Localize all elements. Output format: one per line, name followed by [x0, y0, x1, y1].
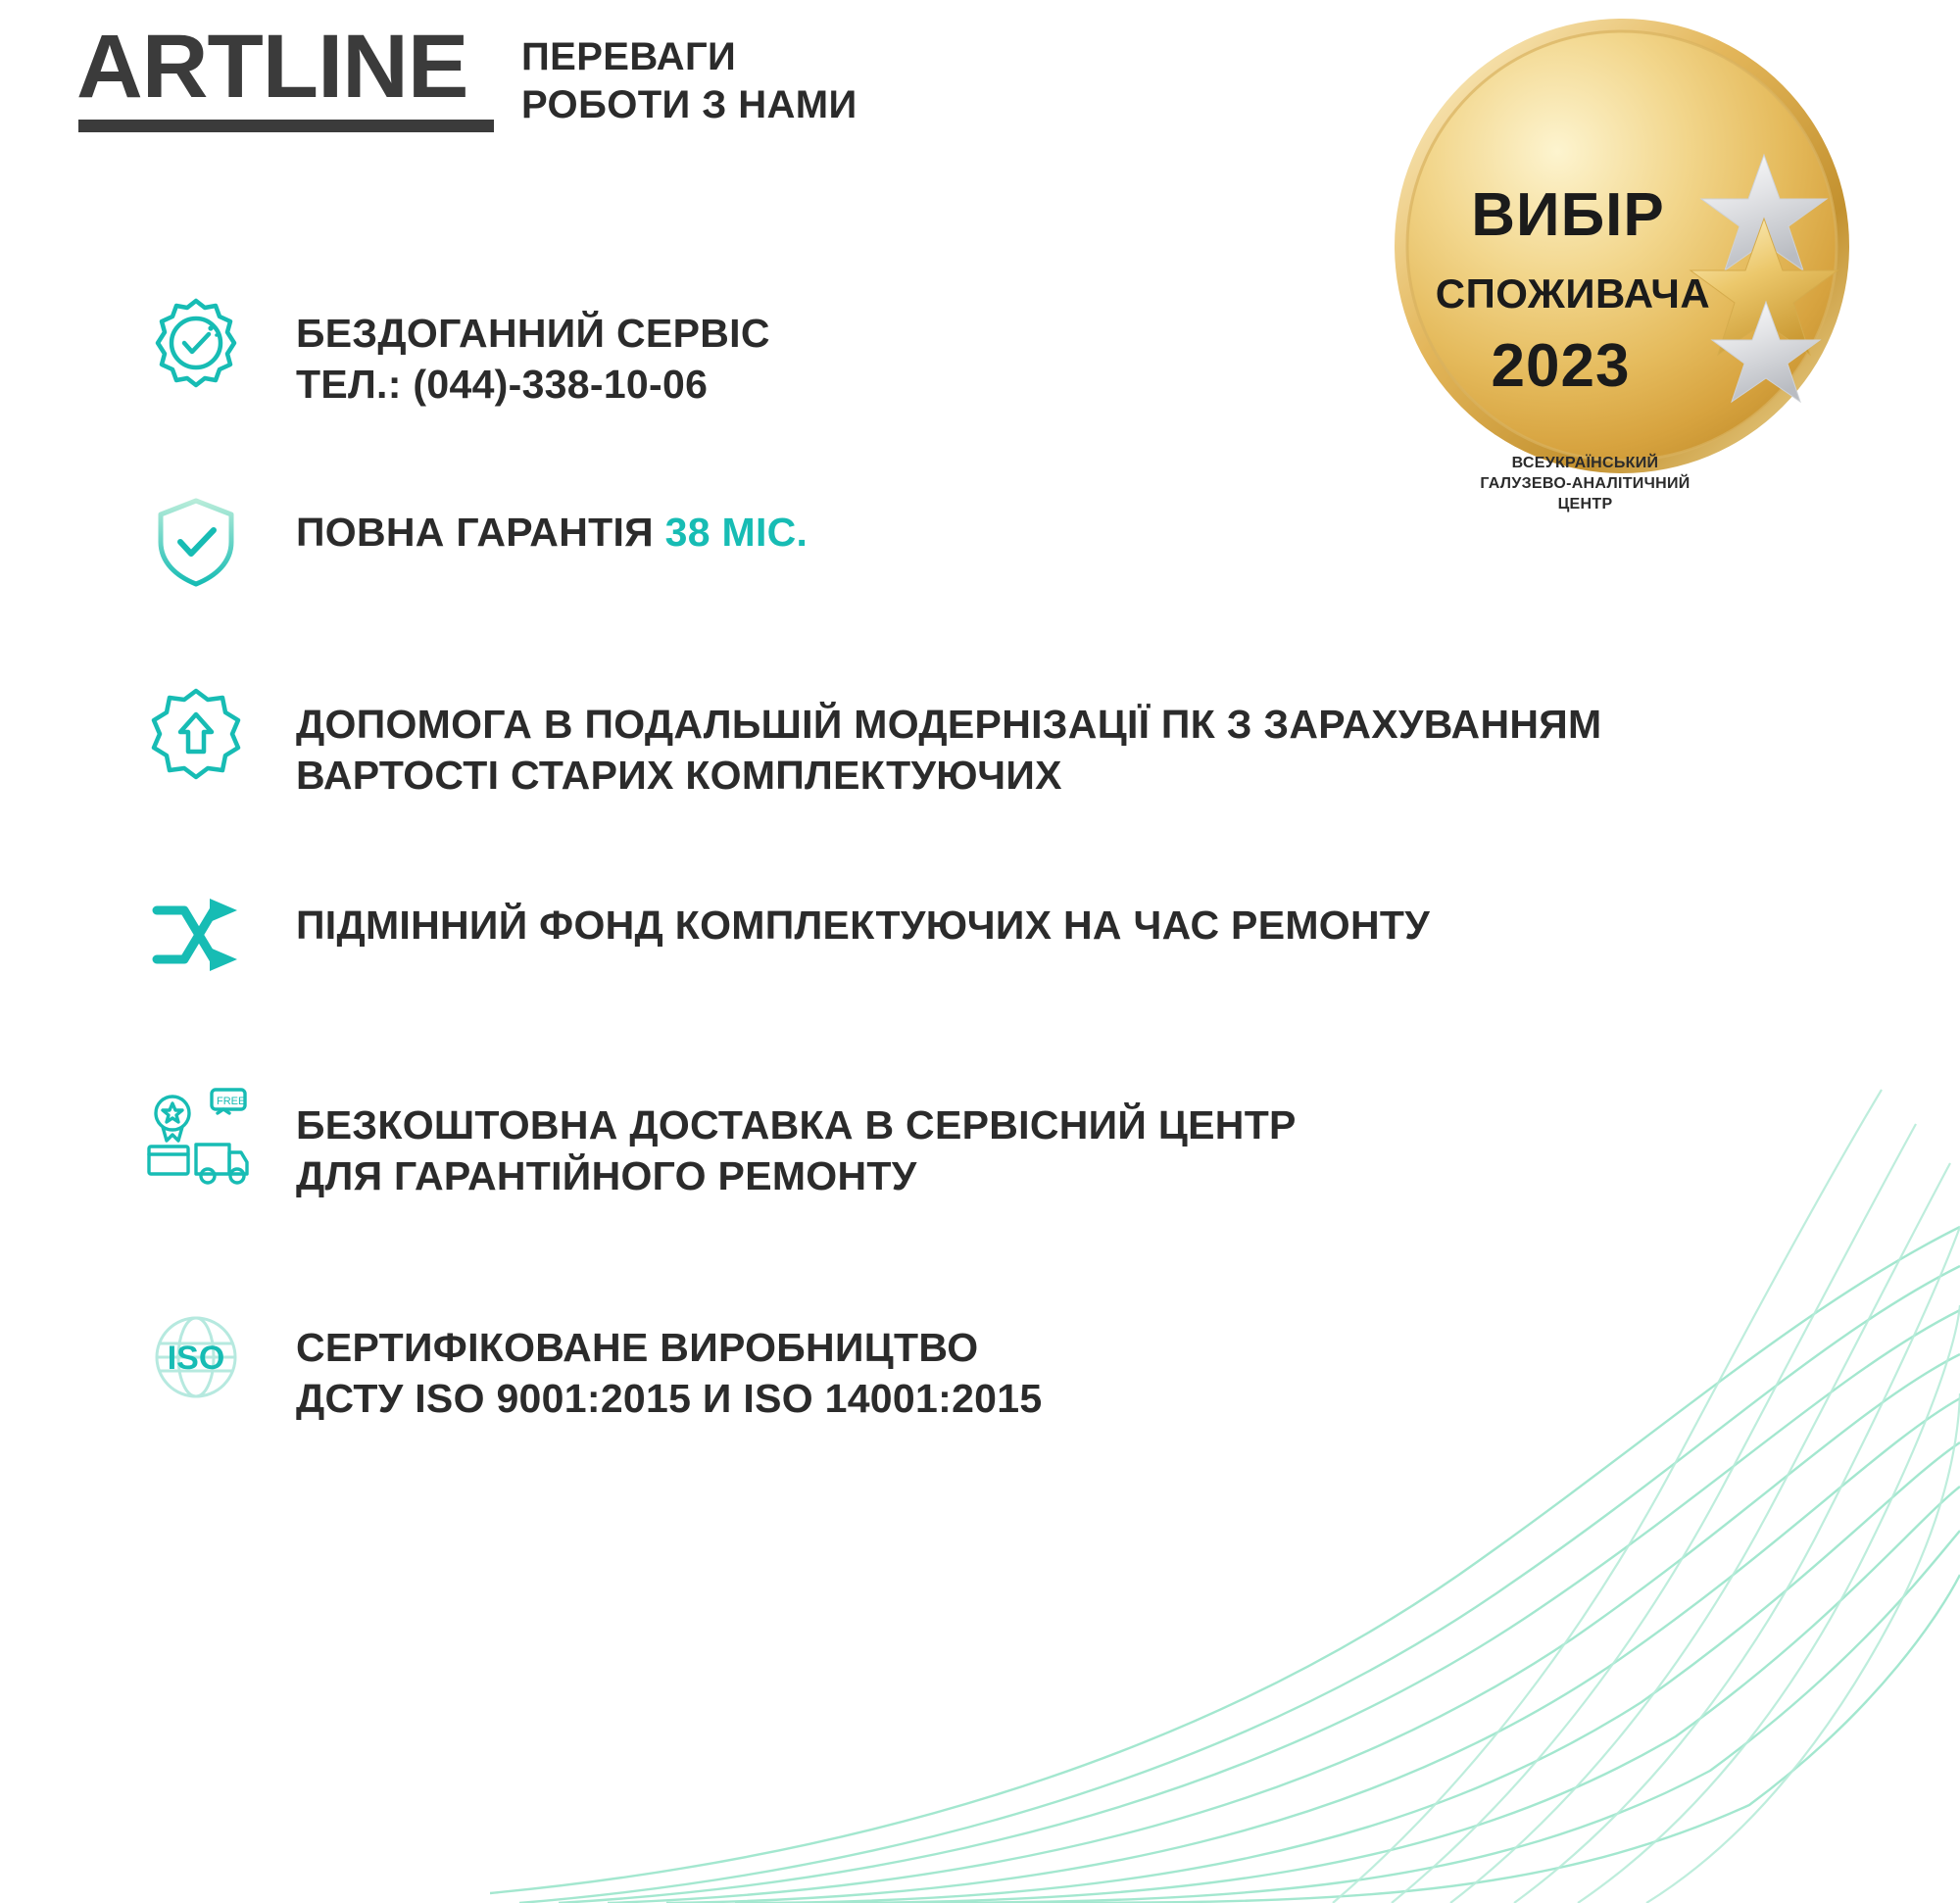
consumer-choice-medal	[1382, 8, 1911, 537]
benefit-swap-line-1: ПІДМІННИЙ ФОНД КОМПЛЕКТУЮЧИХ НА ЧАС РЕМОНТУ	[296, 902, 1431, 948]
benefit-text-delivery	[296, 1086, 1297, 1202]
medal-label-main: ВИБІР	[1471, 181, 1665, 249]
logo-wordmark: ARTLINE	[76, 17, 468, 117]
free-delivery-truck-icon	[137, 1086, 255, 1184]
benefit-item-delivery	[137, 1086, 1842, 1202]
medal-footer	[1382, 454, 1788, 514]
benefit-text-upgrade	[296, 685, 1602, 802]
phone-label: ТЕЛ.:	[296, 362, 414, 408]
page-header	[76, 18, 858, 133]
benefit-text-swap-fund	[296, 886, 1430, 951]
page-title	[521, 33, 858, 129]
benefit-item-upgrade	[137, 685, 1842, 802]
benefit-warranty-line-1	[296, 507, 808, 558]
benefit-delivery-line-2: ДЛЯ ГАРАНТІЙНОГО РЕМОНТУ	[296, 1153, 917, 1199]
shield-check-icon	[137, 493, 255, 591]
medal-label-sub: СПОЖИВАЧА	[1435, 270, 1711, 317]
logo-underline	[78, 120, 494, 132]
benefit-iso-line-2: ДСТУ ISO 9001:2015 И ISO 14001:2015	[296, 1376, 1043, 1422]
benefit-text-iso	[296, 1308, 1042, 1425]
iso-icon-text: ISO	[167, 1339, 225, 1377]
page-title-line-1: ПЕРЕВАГИ	[521, 35, 737, 78]
shuffle-arrows-icon	[137, 886, 255, 984]
phone-number: (044)-338-10-06	[413, 362, 709, 408]
medal-footer-line-3: ЦЕНТР	[1557, 495, 1613, 512]
medal-footer-line-2: ГАЛУЗЕВО-АНАЛІТИЧНИЙ	[1480, 474, 1690, 492]
iso-globe-icon	[137, 1308, 255, 1406]
medal-footer-line-1: ВСЕУКРАЇНСЬКИЙ	[1511, 455, 1659, 471]
benefit-upgrade-line-2: ВАРТОСТІ СТАРИХ КОМПЛЕКТУЮЧИХ	[296, 753, 1062, 799]
benefit-iso-line-1: СЕРТИФІКОВАНЕ ВИРОБНИЦТВО	[296, 1324, 979, 1370]
benefit-upgrade-line-1: ДОПОМОГА В ПОДАЛЬШІЙ МОДЕРНІЗАЦІЇ ПК З ЗАРАХУВАННЯМ	[296, 701, 1602, 747]
benefit-delivery-line-1: БЕЗКОШТОВНА ДОСТАВКА В СЕРВІСНИЙ ЦЕНТР	[296, 1101, 1297, 1147]
badge-check-icon	[137, 294, 255, 392]
benefit-service-line-1: БЕЗДОГАННИЙ СЕРВІС	[296, 311, 770, 356]
benefit-item-iso	[137, 1308, 1842, 1425]
artline-logo	[76, 18, 498, 133]
medal-year: 2023	[1491, 332, 1631, 400]
benefit-item-swap-fund	[137, 886, 1842, 984]
page-title-line-2: РОБОТИ З НАМИ	[521, 82, 858, 126]
benefit-service-line-2	[296, 359, 770, 410]
benefit-text-warranty	[296, 493, 808, 558]
warranty-label: ПОВНА ГАРАНТІЯ	[296, 509, 665, 555]
svg-text:FREE: FREE	[217, 1095, 246, 1107]
benefit-text-service	[296, 294, 770, 411]
upgrade-gear-icon	[137, 685, 255, 783]
warranty-duration: 38 МІС.	[664, 509, 808, 555]
